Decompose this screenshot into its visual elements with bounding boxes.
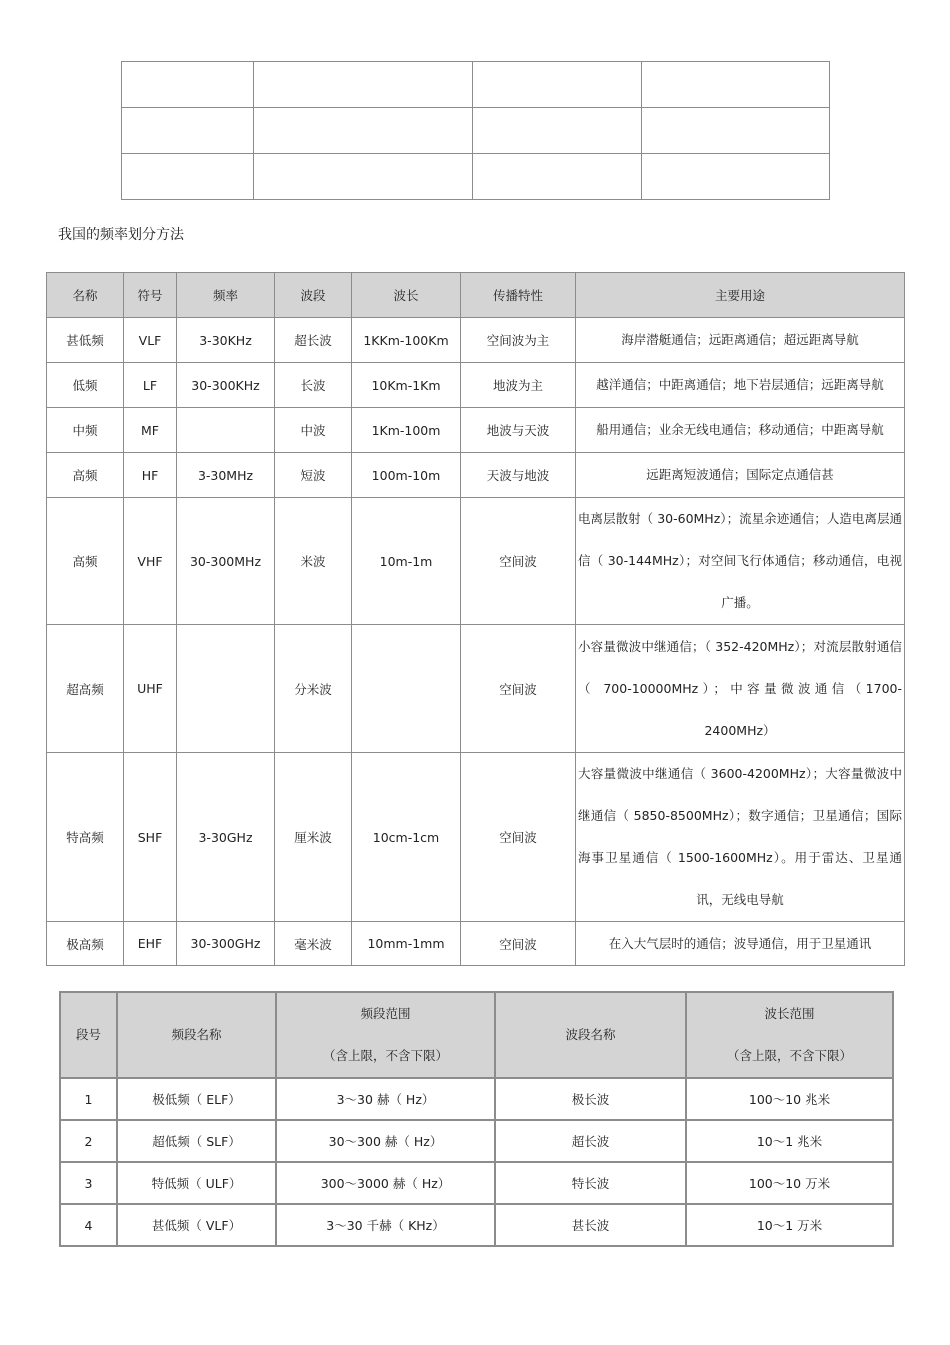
frequency-cell: 3-30MHz <box>177 453 275 498</box>
table-row <box>60 1162 893 1204</box>
column-header: 名称 <box>47 273 124 318</box>
band-range-table <box>59 991 894 1247</box>
propagation-cell: 空间波为主 <box>461 318 576 363</box>
band-name-cell: 甚低频（ VLF） <box>117 1204 276 1246</box>
band-cell: 中波 <box>275 408 352 453</box>
table-row <box>47 453 905 498</box>
frequency-range-cell: 300～3000 赫（ Hz） <box>276 1162 495 1204</box>
wavelength-cell: 10cm-1cm <box>352 753 461 922</box>
band-name-cell: 超低频（ SLF） <box>117 1120 276 1162</box>
table-row <box>47 922 905 966</box>
symbol-cell: SHF <box>124 753 177 922</box>
column-header: 波段名称 <box>495 992 686 1078</box>
band-cell: 长波 <box>275 363 352 408</box>
frequency-division-table <box>46 272 905 966</box>
band-cell: 短波 <box>275 453 352 498</box>
empty-table <box>121 61 830 200</box>
frequency-cell <box>177 408 275 453</box>
column-header: 频率 <box>177 273 275 318</box>
wave-name-cell: 超长波 <box>495 1120 686 1162</box>
usage-cell: 远距离短波通信；国际定点通信甚 <box>576 453 905 498</box>
table-row <box>47 318 905 363</box>
table-cell <box>254 154 473 200</box>
table-row <box>60 1120 893 1162</box>
wavelength-range-cell: 100～10 万米 <box>686 1162 893 1204</box>
wavelength-cell: 1KKm-100Km <box>352 318 461 363</box>
column-header: 波长 <box>352 273 461 318</box>
wavelength-range-cell: 100～10 兆米 <box>686 1078 893 1120</box>
wavelength-range-cell: 10～1 万米 <box>686 1204 893 1246</box>
table-cell <box>122 154 254 200</box>
name-cell: 中频 <box>47 408 124 453</box>
frequency-cell: 3-30KHz <box>177 318 275 363</box>
frequency-cell: 30-300MHz <box>177 498 275 625</box>
name-cell: 超高频 <box>47 625 124 753</box>
usage-cell: 在入大气层时的通信；波导通信，用于卫星通讯 <box>576 922 905 966</box>
header-label: 波长范围 <box>764 1006 815 1021</box>
symbol-cell: HF <box>124 453 177 498</box>
column-header <box>686 992 893 1078</box>
wave-name-cell: 极长波 <box>495 1078 686 1120</box>
band-cell: 超长波 <box>275 318 352 363</box>
propagation-cell: 空间波 <box>461 625 576 753</box>
table-cell <box>254 62 473 108</box>
wavelength-cell: 10mm-1mm <box>352 922 461 966</box>
symbol-cell: VLF <box>124 318 177 363</box>
column-header <box>276 992 495 1078</box>
wavelength-cell: 1Km-100m <box>352 408 461 453</box>
table-cell <box>122 62 254 108</box>
usage-cell: 越洋通信；中距离通信；地下岩层通信；远距离导航 <box>576 363 905 408</box>
wavelength-cell: 10Km-1Km <box>352 363 461 408</box>
wave-name-cell: 甚长波 <box>495 1204 686 1246</box>
column-header: 传播特性 <box>461 273 576 318</box>
band-cell: 厘米波 <box>275 753 352 922</box>
segment-number-cell: 1 <box>60 1078 117 1120</box>
table-cell <box>473 108 642 154</box>
column-header: 段号 <box>60 992 117 1078</box>
propagation-cell: 地波与天波 <box>461 408 576 453</box>
frequency-range-cell: 3～30 赫（ Hz） <box>276 1078 495 1120</box>
wavelength-range-cell: 10～1 兆米 <box>686 1120 893 1162</box>
wavelength-cell: 10m-1m <box>352 498 461 625</box>
usage-cell: 大容量微波中继通信（ 3600-4200MHz）；大容量微波中继通信（ 5850-8500MHz）；数字通信；卫星通信；国际海事卫星通信（ 1500-1600MHz）。用于雷达、卫星通讯，无线电导航 <box>576 753 905 922</box>
name-cell: 低频 <box>47 363 124 408</box>
column-header: 主要用途 <box>576 273 905 318</box>
usage-cell: 船用通信；业余无线电通信；移动通信；中距离导航 <box>576 408 905 453</box>
table-cell <box>642 62 830 108</box>
segment-number-cell: 2 <box>60 1120 117 1162</box>
symbol-cell: UHF <box>124 625 177 753</box>
header-row <box>60 992 893 1078</box>
propagation-cell: 空间波 <box>461 753 576 922</box>
section-heading: 我国的频率划分方法 <box>58 227 184 243</box>
frequency-cell <box>177 625 275 753</box>
propagation-cell: 空间波 <box>461 498 576 625</box>
propagation-cell: 地波为主 <box>461 363 576 408</box>
wave-name-cell: 特长波 <box>495 1162 686 1204</box>
table-row <box>47 408 905 453</box>
header-note: （含上限，不含下限） <box>726 1048 852 1063</box>
frequency-cell: 3-30GHz <box>177 753 275 922</box>
band-cell: 毫米波 <box>275 922 352 966</box>
propagation-cell: 空间波 <box>461 922 576 966</box>
table-row <box>47 625 905 753</box>
table-cell <box>473 62 642 108</box>
table-row <box>122 154 830 200</box>
frequency-range-cell: 3～30 千赫（ KHz） <box>276 1204 495 1246</box>
frequency-cell: 30-300GHz <box>177 922 275 966</box>
symbol-cell: VHF <box>124 498 177 625</box>
table-row <box>60 1078 893 1120</box>
table-cell <box>473 154 642 200</box>
column-header: 波段 <box>275 273 352 318</box>
table-cell <box>122 108 254 154</box>
table-cell <box>642 108 830 154</box>
segment-number-cell: 4 <box>60 1204 117 1246</box>
column-header: 符号 <box>124 273 177 318</box>
header-label: 频段范围 <box>360 1006 411 1021</box>
name-cell: 极高频 <box>47 922 124 966</box>
symbol-cell: LF <box>124 363 177 408</box>
wavelength-cell: 100m-10m <box>352 453 461 498</box>
usage-cell: 海岸潜艇通信；远距离通信；超远距离导航 <box>576 318 905 363</box>
name-cell: 甚低频 <box>47 318 124 363</box>
usage-cell: 电离层散射（ 30-60MHz）；流星余迹通信；人造电离层通信（ 30-144MHz）；对空间飞行体通信；移动通信，电视广播。 <box>576 498 905 625</box>
band-name-cell: 特低频（ ULF） <box>117 1162 276 1204</box>
header-row <box>47 273 905 318</box>
wavelength-cell <box>352 625 461 753</box>
name-cell: 高频 <box>47 498 124 625</box>
table-row <box>122 62 830 108</box>
symbol-cell: EHF <box>124 922 177 966</box>
symbol-cell: MF <box>124 408 177 453</box>
table-cell <box>254 108 473 154</box>
band-cell: 分米波 <box>275 625 352 753</box>
column-header: 频段名称 <box>117 992 276 1078</box>
table-row <box>47 753 905 922</box>
name-cell: 特高频 <box>47 753 124 922</box>
name-cell: 高频 <box>47 453 124 498</box>
usage-cell: 小容量微波中继通信；（ 352-420MHz）；对流层散射通信（ 700-10000MHz）；中容量微波通信（1700-2400MHz） <box>576 625 905 753</box>
segment-number-cell: 3 <box>60 1162 117 1204</box>
band-cell: 米波 <box>275 498 352 625</box>
table-row <box>122 108 830 154</box>
propagation-cell: 天波与地波 <box>461 453 576 498</box>
table-row <box>60 1204 893 1246</box>
table-row <box>47 363 905 408</box>
frequency-range-cell: 30～300 赫（ Hz） <box>276 1120 495 1162</box>
table-row <box>47 498 905 625</box>
frequency-cell: 30-300KHz <box>177 363 275 408</box>
band-name-cell: 极低频（ ELF） <box>117 1078 276 1120</box>
header-note: （含上限，不含下限） <box>322 1048 448 1063</box>
table-cell <box>642 154 830 200</box>
